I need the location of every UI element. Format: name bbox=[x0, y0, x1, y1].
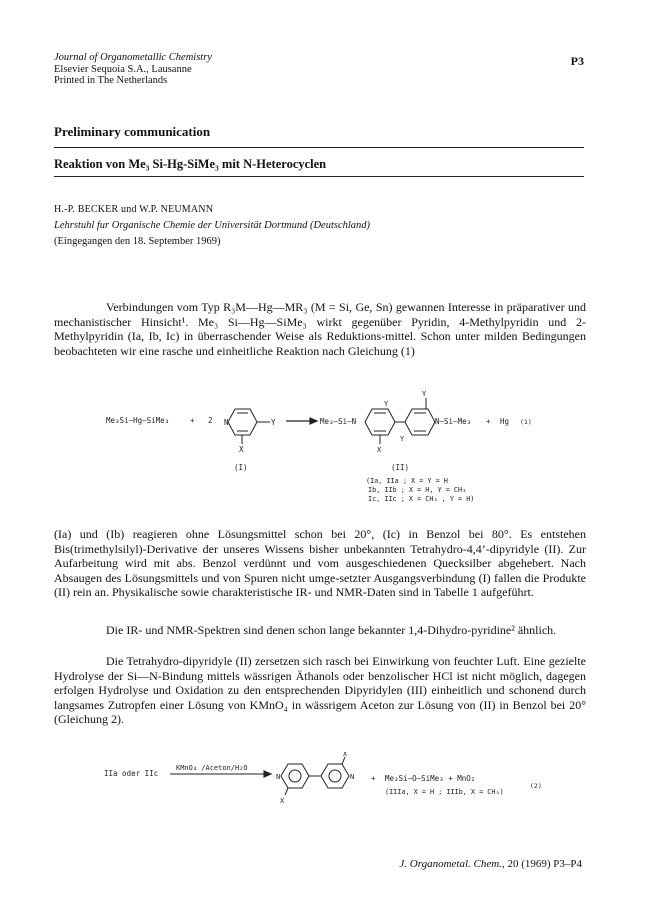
equation-2 bbox=[54, 752, 574, 814]
footer-citation bbox=[399, 858, 582, 870]
rule-bottom bbox=[54, 176, 584, 177]
eq1-y1: Y bbox=[271, 418, 276, 427]
paragraph-1: Verbindungen vom Typ R₃M—Hg—MR₃ (M = Si, Ge, Sn) gewannen Interesse in präparativer und mechanistischer Hinsicht¹. Me₃ Si—Hg—SiMe₃ wirkt gegenüber Pyridin, 4-Methylpyridin und 2-Methylpyridin (Ia, Ib, Ic) in überraschender Weise als Reduktions-mittel. Schon unter milden Bedingungen beobachteten wir eine rasche und einheitliche Reaktion nach Gleichung (1) bbox=[54, 300, 586, 358]
eq2-x1: X bbox=[343, 752, 348, 758]
footer-journal: J. Organometal. Chem. bbox=[399, 858, 502, 870]
pyridine-ring-icon bbox=[228, 409, 270, 444]
eq1-hg: Hg bbox=[500, 417, 510, 426]
eq1-legend-1: (Ia, IIa ; X = Y = H bbox=[366, 477, 448, 485]
eq1-y4: Y bbox=[400, 435, 405, 443]
footer-volume: , 20 (1969) P3–P4 bbox=[501, 858, 582, 870]
eq1-prod-right: N—Si—Me₃ bbox=[435, 417, 472, 426]
authors: H.-P. BECKER und W.P. NEUMANN bbox=[54, 204, 214, 215]
printed-in: Printed in The Netherlands bbox=[54, 75, 168, 86]
journal-header bbox=[54, 52, 212, 87]
received-date: (Eingegangen den 18. September 1969) bbox=[54, 236, 221, 247]
eq1-plus: + bbox=[190, 416, 195, 425]
affiliation: Lehrstuhl fur Organische Chemie der Universität Dortmund (Deutschland) bbox=[54, 220, 371, 231]
eq1-legend-3: Ic, IIc ; X = CH₃ , Y = H) bbox=[368, 495, 475, 503]
eq2-legend: (IIIa, X = H ; IIIb, X = CH₃) bbox=[385, 788, 504, 796]
eq1-x1: X bbox=[239, 445, 244, 454]
eq1-reactant: Me₃Si—Hg—SiMe₃ bbox=[106, 416, 170, 425]
eq1-y3: Y bbox=[422, 390, 427, 398]
eq1-plus2: + bbox=[486, 417, 491, 426]
eq1-coef: 2 bbox=[208, 416, 213, 425]
eq2-number: (2) bbox=[530, 782, 542, 790]
paragraph-4: Die Tetrahydro-dipyridyle (II) zersetzen sich rasch bei Einwirkung von feuchter Luft. Eine gezielte Hydrolyse der Si—N-Bindung mittels wässrigen Äthanols oder benzolischer HCl ist nicht möglich, dagegen erfolgen Hydrolyse und Oxidation zu den entsprechenden Dipyridylen (III) einheitlich und schonend durch langsames Zutropfen einer Lösung von KMnO₄ in wässrigem Aceton zur Lösung von (II) in Benzol bei 20° (Gleichung 2). bbox=[54, 654, 586, 727]
rule-top bbox=[54, 147, 584, 148]
eq2-lhs: IIa oder IIc bbox=[104, 769, 159, 778]
paragraph-3: Die IR- und NMR-Spektren sind denen schon lange bekannter 1,4-Dihydro-pyridine² ähnlich. bbox=[106, 623, 557, 637]
page-number: P3 bbox=[570, 54, 584, 68]
eq2-plus: + bbox=[371, 774, 376, 783]
eq1-label-II: (II) bbox=[391, 463, 410, 472]
eq1-x2: X bbox=[377, 446, 382, 454]
section-label: Preliminary communication bbox=[54, 124, 211, 139]
eq1-prod-left: Me₃—Si—N bbox=[320, 417, 357, 426]
eq1-n1: N bbox=[224, 418, 229, 427]
eq2-n1: N bbox=[276, 773, 281, 781]
eq1-label-I: (I) bbox=[234, 463, 248, 472]
eq2-reagent: KMnO₄ /Aceton/H₂O bbox=[176, 764, 248, 772]
publisher: Elsevier Sequoia S.A., Lausanne bbox=[54, 63, 192, 75]
paragraph-2: (Ia) und (Ib) reagieren ohne Lösungsmittel schon bei 20°, (Ic) in Benzol bei 80°. Es entstehen Bis(trimethylsilyl)-Derivative der unseres Wissens bisher unbekannten Tetrahydro-4,4’-dipyridyle (II). Zur Aufarbeitung wird mit abs. Benzol verdünnt und vom ausgeschiedenen Quecksilber abgehebert. Nach Absaugen des Lösungsmittels und von Spuren nicht umge-setzter Ausgangsverbindung (I) fallen die Produkte (II) rein an. Physikalische sowie charakteristische IR- und NMR-Daten sind in Tabelle 1 aufgeführt. bbox=[54, 527, 586, 600]
equation-1 bbox=[54, 388, 554, 506]
eq2-n2: N bbox=[350, 773, 355, 781]
journal-name: Journal of Organometallic Chemistry bbox=[54, 52, 212, 63]
eq1-legend bbox=[366, 477, 474, 503]
eq2-side-product: Me₃Si—O—SiMe₃ + MnO₂ bbox=[385, 774, 476, 783]
eq2-x2: X bbox=[280, 797, 285, 805]
eq1-legend-2: Ib, IIb ; X = H, Y = CH₃ bbox=[368, 486, 467, 494]
eq1-y2: Y bbox=[384, 400, 389, 408]
bipyridine-ring-icon bbox=[281, 757, 349, 795]
reaction-arrow-icon bbox=[286, 418, 317, 424]
eq1-number: (1) bbox=[520, 418, 532, 426]
article-title: Reaktion von Me₃ Si-Hg-SiMe₃ mit N-Heterocyclen bbox=[54, 157, 327, 171]
